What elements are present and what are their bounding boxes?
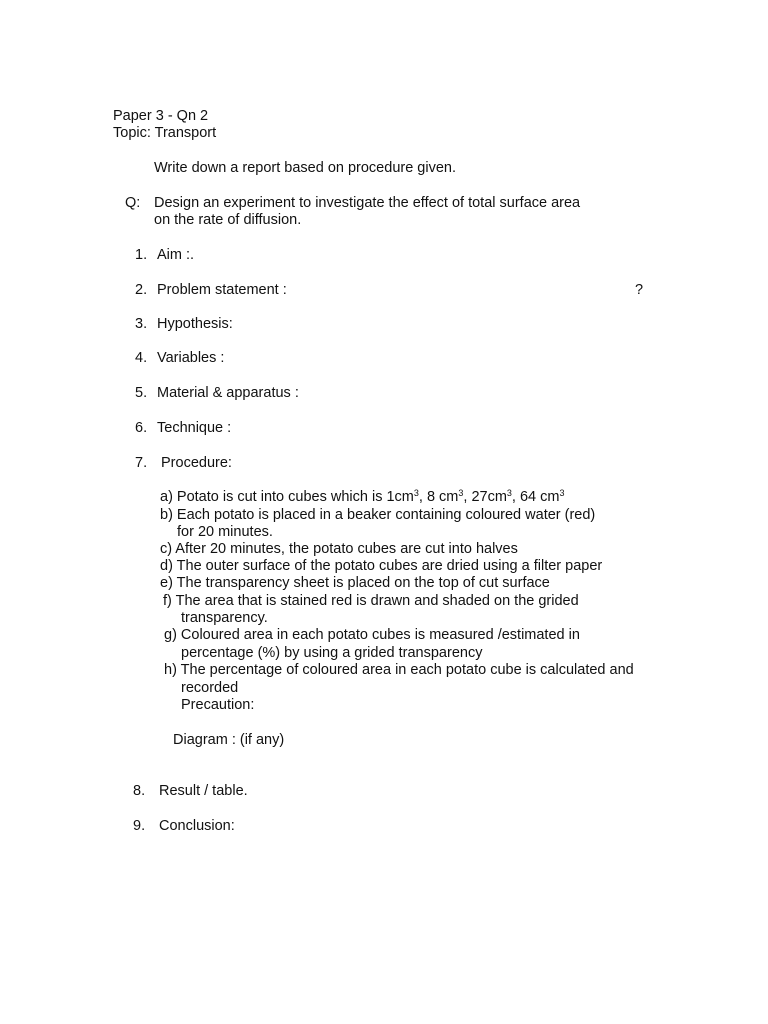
section-variables: Variables : [157, 350, 225, 366]
diagram-label: Diagram : (if any) [173, 732, 285, 748]
section-conclusion: Conclusion: [159, 818, 235, 834]
procedure-step-b-cont: for 20 minutes. [177, 524, 273, 540]
section-number: 6. [135, 420, 148, 436]
precaution-label: Precaution: [181, 697, 255, 713]
section-hypothesis: Hypothesis: [157, 316, 233, 332]
procedure-step-g: g) Coloured area in each potato cubes is measured /estimated in [164, 627, 580, 643]
procedure-step-f: f) The area that is stained red is drawn and shaded on the grided [163, 593, 579, 609]
procedure-step-e: e) The transparency sheet is placed on the top of cut surface [160, 575, 550, 591]
question-line-2: on the rate of diffusion. [154, 212, 302, 228]
section-problem-statement: Problem statement : [157, 282, 287, 298]
paper-heading: Paper 3 - Qn 2 [113, 108, 209, 124]
question-mark: ? [635, 282, 644, 298]
procedure-step-f-cont: transparency. [181, 610, 268, 626]
section-materials: Material & apparatus : [157, 385, 299, 401]
question-line-1: Design an experiment to investigate the effect of total surface area [154, 195, 581, 211]
topic-heading: Topic: Transport [113, 125, 217, 141]
section-number: 1. [135, 247, 148, 263]
procedure-step-d: d) The outer surface of the potato cubes are dried using a filter paper [160, 558, 603, 574]
section-aim: Aim :. [157, 247, 195, 263]
section-technique: Technique : [157, 420, 232, 436]
section-number: 4. [135, 350, 148, 366]
section-procedure: Procedure: [161, 455, 232, 471]
section-result: Result / table. [159, 783, 248, 799]
procedure-step-c: c) After 20 minutes, the potato cubes are cut into halves [160, 541, 518, 557]
procedure-step-h: h) The percentage of coloured area in each potato cube is calculated and [164, 662, 634, 678]
section-number: 7. [135, 455, 148, 471]
instruction-text: Write down a report based on procedure given. [154, 160, 456, 176]
procedure-step-g-cont: percentage (%) by using a grided transparency [181, 645, 483, 661]
section-number: 8. [133, 783, 146, 799]
section-number: 5. [135, 385, 148, 401]
section-number: 9. [133, 818, 146, 834]
question-label: Q: [125, 195, 141, 211]
procedure-step-h-cont: recorded [181, 680, 239, 696]
procedure-step-a: a) Potato is cut into cubes which is $1cm^3$, 8 $cm^3$, $27cm^3$, 64 $cm^3$ [160, 488, 565, 505]
section-number: 3. [135, 316, 148, 332]
section-number: 2. [135, 282, 148, 298]
procedure-step-b: b) Each potato is placed in a beaker containing coloured water (red) [160, 507, 596, 523]
